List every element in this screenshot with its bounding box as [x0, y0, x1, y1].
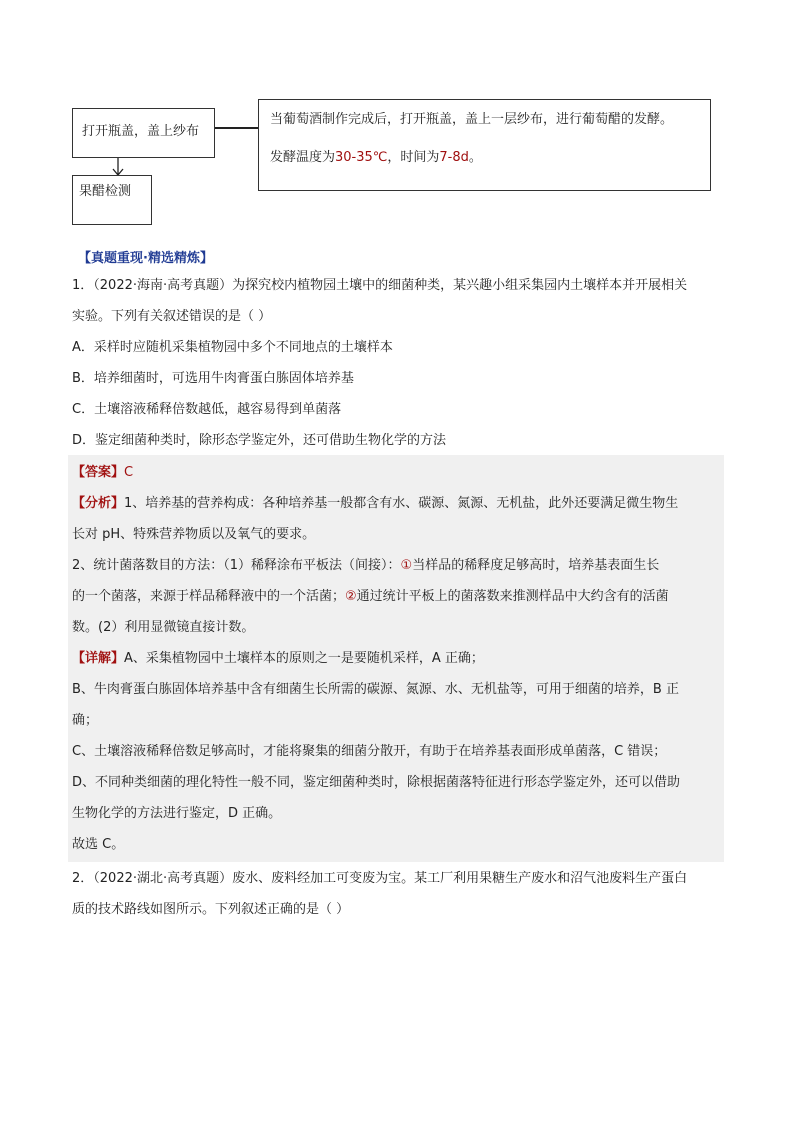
detail-line-a: 【详解】A、采集植物园中土壤样本的原则之一是要随机采样，A 正确；	[72, 651, 484, 666]
flow-connector-line	[215, 127, 260, 129]
flow-box-vinegar-check	[72, 175, 152, 225]
analysis-line-4: 的一个菌落，来源于样品稀释液中的一个活菌；②通过统计平板上的菌落数来推测样品中大约含有的活菌	[72, 589, 669, 604]
detail-line-b1: B、牛肉膏蛋白胨固体培养基中含有细菌生长所需的碳源、氮源、水、无机盐等，可用于细菌的培养，B 正	[72, 682, 679, 697]
detail-line-d2: 生物化学的方法进行鉴定，D 正确。	[72, 806, 282, 821]
q1-option-a: A．采样时应随机采集植物园中多个不同地点的土壤样本	[72, 340, 393, 355]
q2-stem-line-1: 2．（2022·湖北·高考真题）废水、废料经加工可变废为宝。某工厂利用果糖生产废水和沼气池废料生产蛋白	[72, 871, 688, 886]
note-line-1: 当葡萄酒制作完成后，打开瓶盖，盖上一层纱布，进行葡萄醋的发酵。	[270, 112, 674, 127]
answer-line: 【答案】C	[72, 465, 134, 480]
note-line-2: 发酵温度为30-35℃，时间为7-8d。	[270, 150, 482, 165]
detail-line-c: C、土壤溶液稀释倍数足够高时，才能将聚集的细菌分散开，有助于在培养基表面形成单菌落，C 错误；	[72, 744, 667, 759]
q1-option-d: D．鉴定细菌种类时，除形态学鉴定外，还可借助生物化学的方法	[72, 433, 447, 448]
detail-line-b2: 确；	[72, 713, 99, 728]
q1-stem-line-1: 1．（2022·海南·高考真题）为探究校内植物园土壤中的细菌种类，某兴趣小组采集园内土壤样本并开展相关	[72, 278, 688, 293]
analysis-line-5: 数。(2）利用显微镜直接计数。	[72, 620, 255, 635]
answer-value: C	[124, 465, 134, 480]
note-time: 7-8d	[439, 150, 469, 165]
flow-box-open-lid-label: 打开瓶盖，盖上纱布	[82, 124, 200, 139]
q1-stem-line-2: 实验。下列有关叙述错误的是（ ）	[72, 309, 272, 324]
note-temperature: 30-35℃	[335, 150, 388, 165]
q1-option-b: B．培养细菌时，可选用牛肉膏蛋白胨固体培养基	[72, 371, 354, 386]
detail-line-d1: D、不同种类细菌的理化特性一般不同，鉴定细菌种类时，除根据菌落特征进行形态学鉴定外，还可以借助	[72, 775, 681, 790]
flow-note-box	[258, 99, 711, 191]
flow-box-vinegar-check-label: 果醋检测	[79, 184, 132, 199]
flow-box-open-lid	[72, 108, 215, 158]
section-title: 【真题重现·精选精炼】	[78, 251, 213, 266]
q2-stem-line-2: 质的技术路线如图所示。下列叙述正确的是（ ）	[72, 902, 350, 917]
analysis-line-2: 长对 pH、特殊营养物质以及氧气的要求。	[72, 527, 316, 542]
analysis-line-1: 【分析】1、培养基的营养构成：各种培养基一般都含有水、碳源、氮源、无机盐，此外还要满足微生物生	[72, 496, 679, 511]
q1-option-c: C．土壤溶液稀释倍数越低，越容易得到单菌落	[72, 402, 342, 417]
analysis-line-3: 2、统计菌落数目的方法：（1）稀释涂布平板法（间接）：①当样品的稀释度足够高时，培养基表面生长	[72, 558, 660, 573]
conclusion-line: 故选 C。	[72, 837, 125, 852]
